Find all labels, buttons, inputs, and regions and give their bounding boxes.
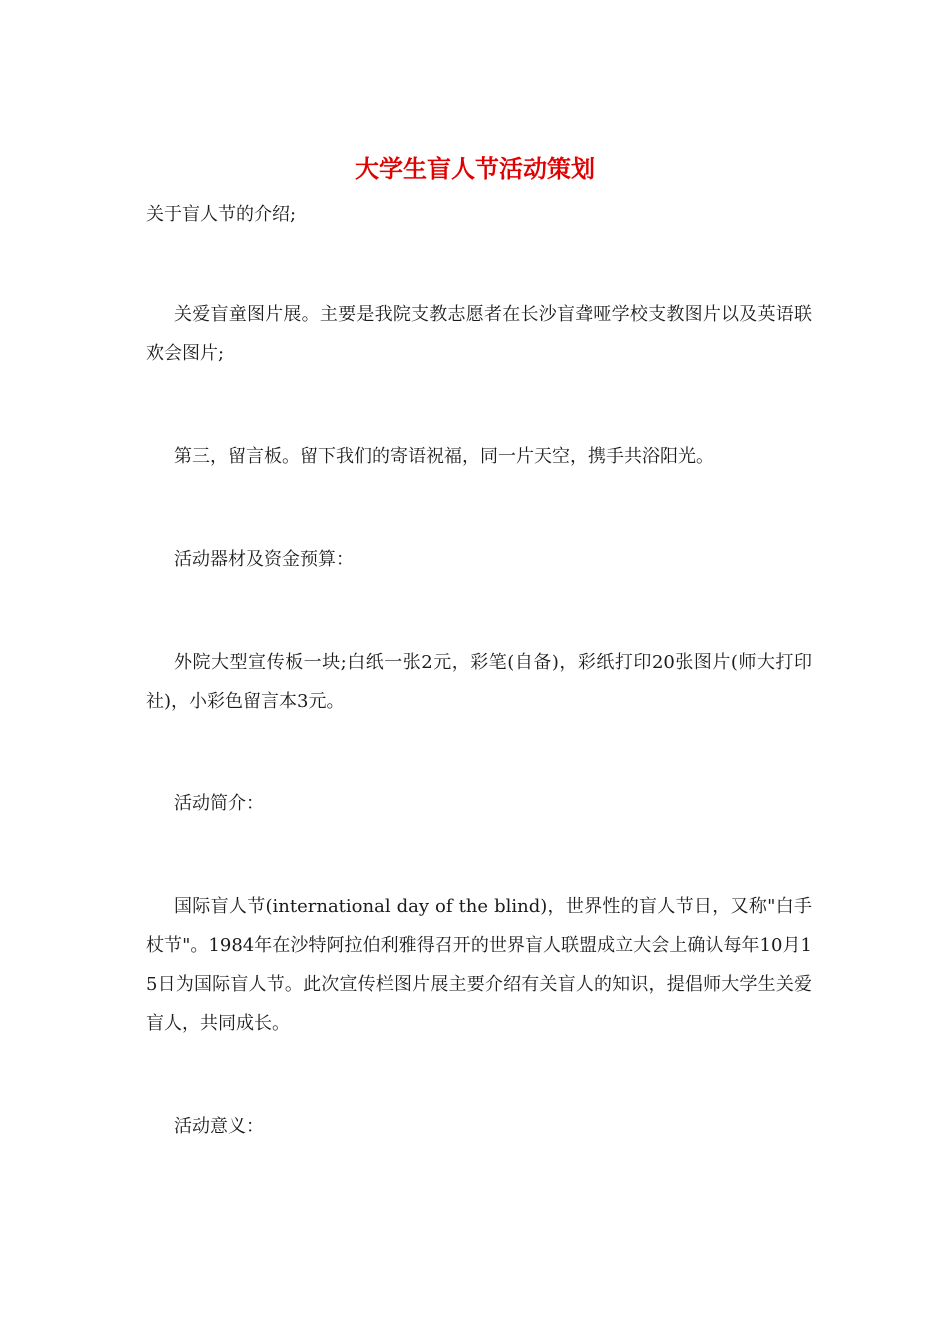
paragraph-intro: 关于盲人节的介绍;	[146, 204, 297, 225]
paragraph-budget-details: 外院大型宣传板一块;白纸一张2元，彩笔(自备)，彩纸打印20张图片(师大打印社)，小彩色留言本3元。	[146, 652, 812, 712]
paragraph-photo-exhibition: 关爱盲童图片展。主要是我院支教志愿者在长沙盲聋哑学校支教图片以及英语联欢会图片;	[146, 304, 812, 364]
paragraph-message-board: 第三，留言板。留下我们的寄语祝福，同一片天空，携手共浴阳光。	[174, 446, 714, 467]
paragraph-significance-heading: 活动意义：	[174, 1116, 264, 1137]
paragraph-summary-details: 国际盲人节(international day of the blind)，世界性的盲人节日，又称"白手杖节"。1984年在沙特阿拉伯利雅得召开的世界盲人联盟成立大会上确认每年10月15日为国际盲人节。此次宣传栏图片展主要介绍有关盲人的知识，提倡师大学生关爱盲人，共同成长。	[146, 896, 812, 1034]
document-title: 大学生盲人节活动策划	[355, 154, 595, 183]
paragraph-summary-heading: 活动简介：	[174, 793, 264, 814]
paragraph-budget-heading: 活动器材及资金预算：	[174, 549, 354, 570]
